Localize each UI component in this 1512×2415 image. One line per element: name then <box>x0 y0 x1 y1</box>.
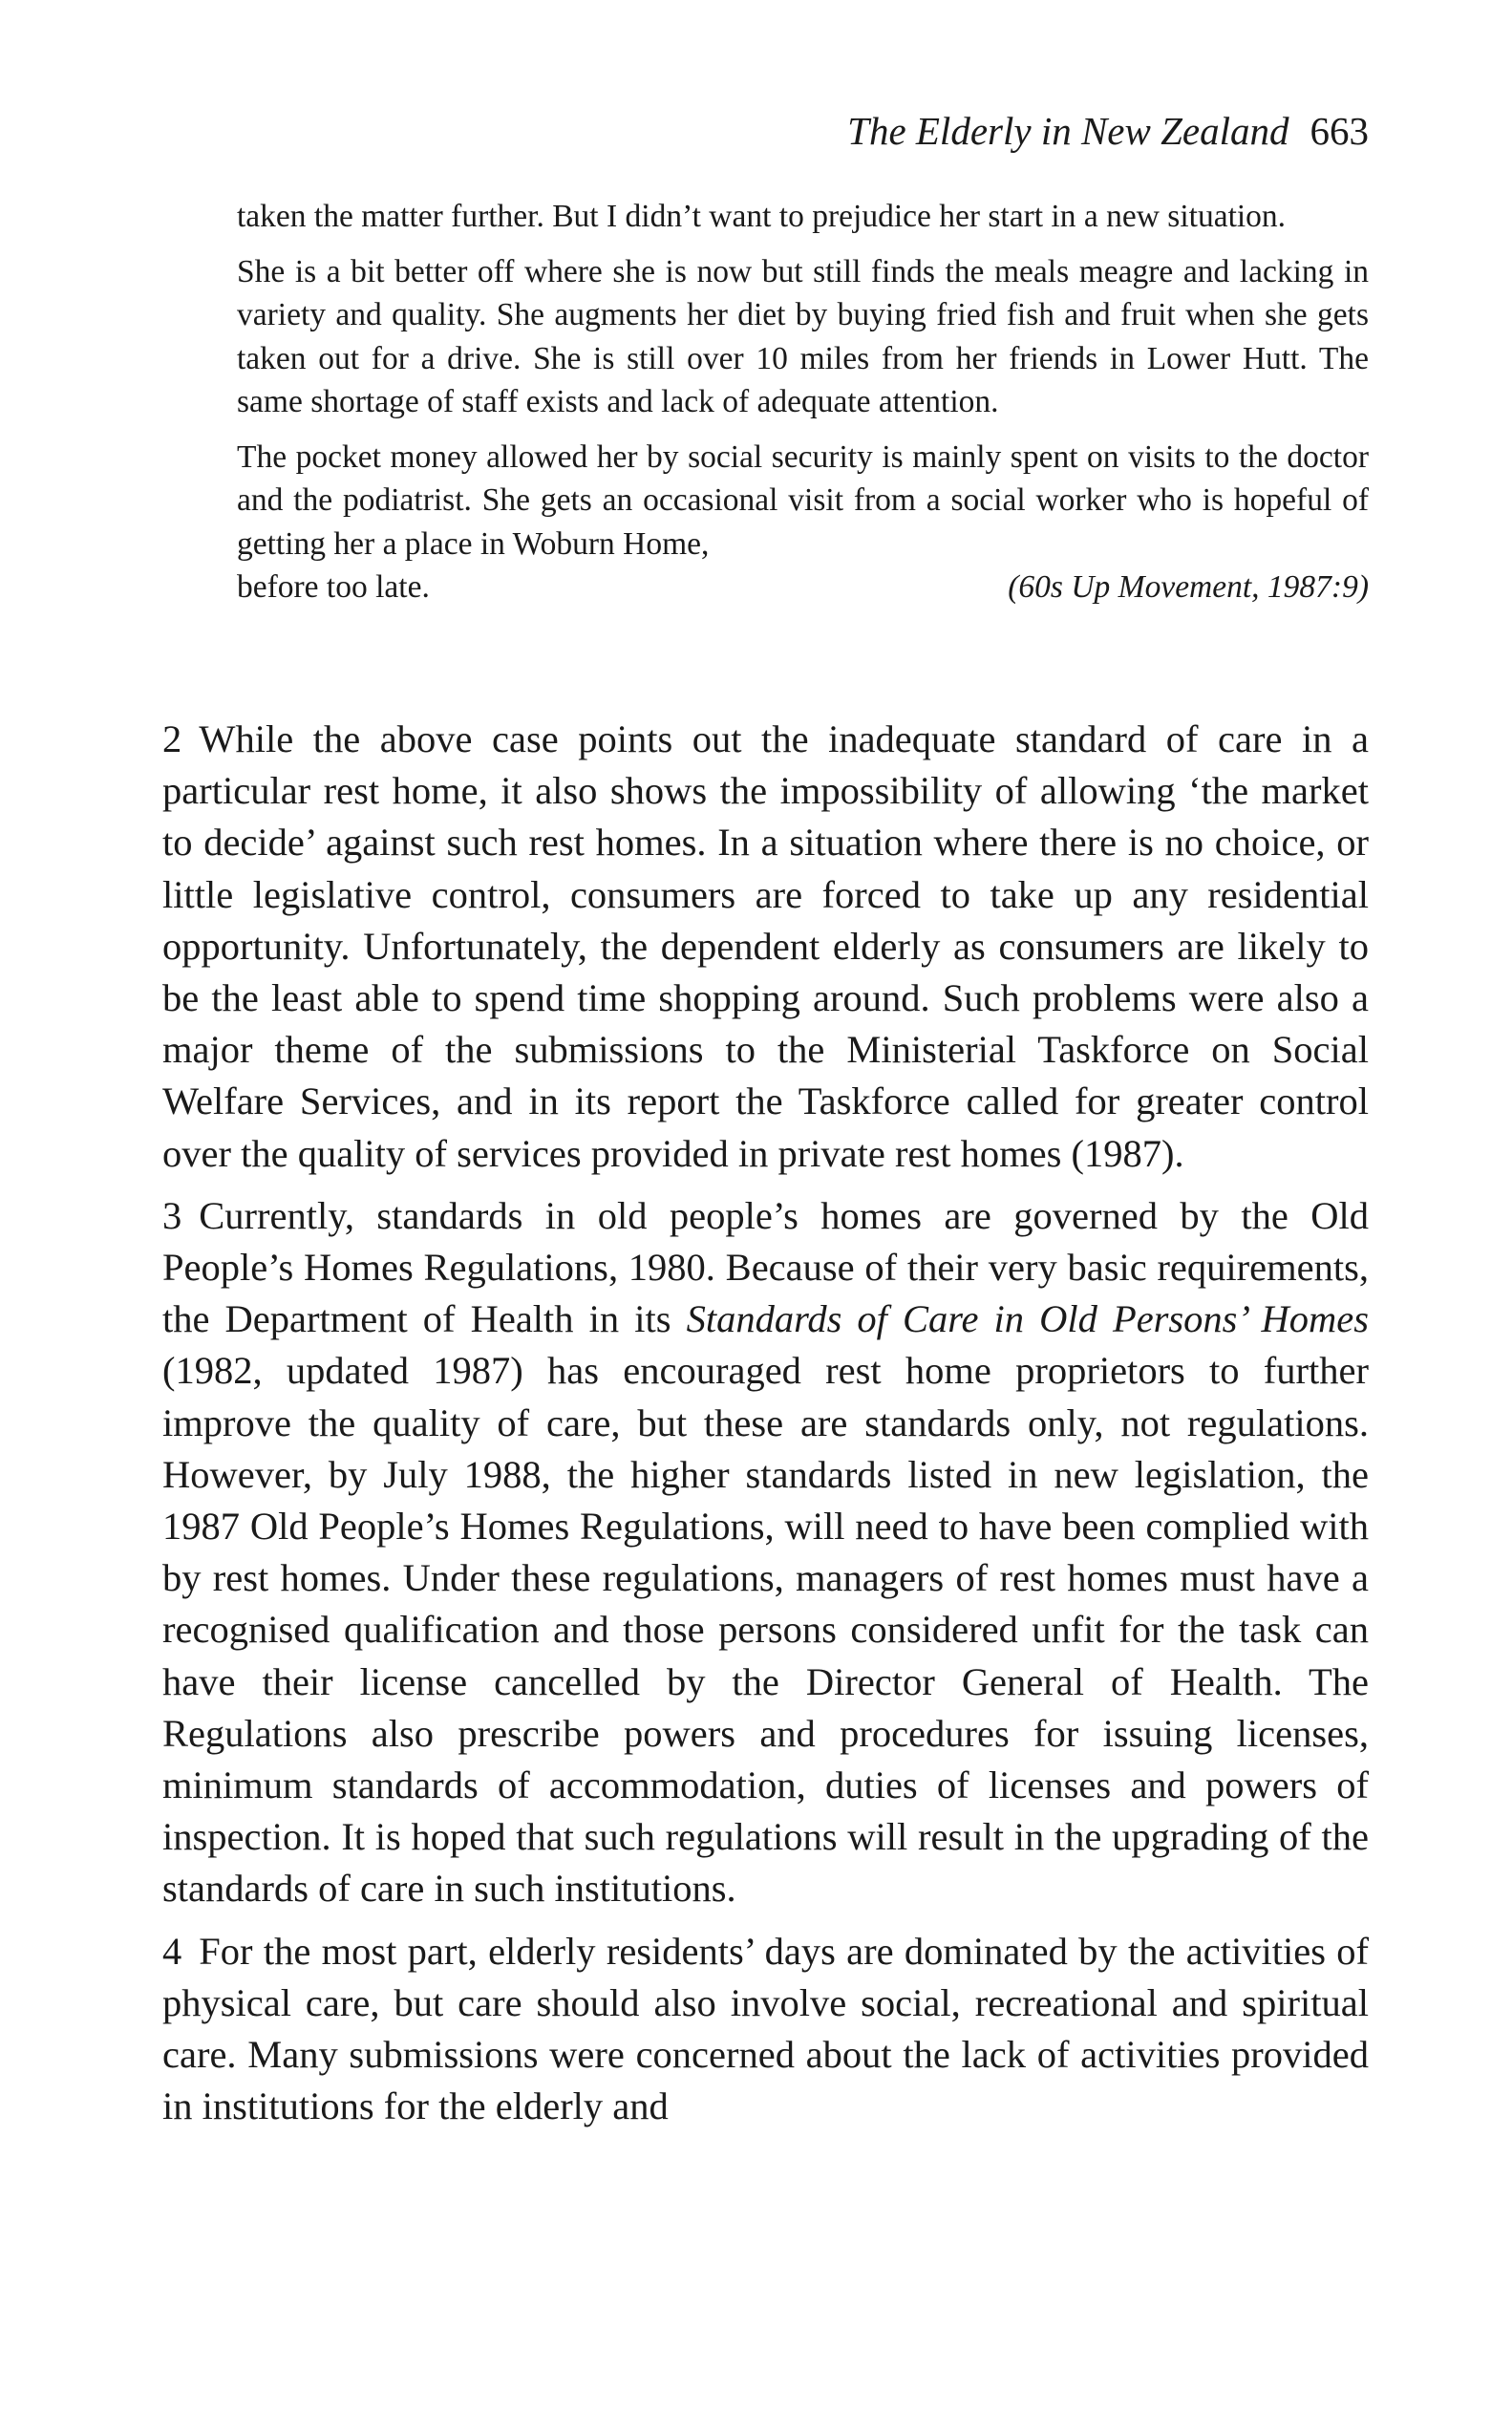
numbered-paragraph-3 <box>162 1190 1369 1915</box>
running-header <box>162 107 1369 155</box>
quote-text-end: before too late. <box>237 569 430 605</box>
running-title: The Elderly in New Zealand <box>847 109 1289 153</box>
page-number: 663 <box>1310 109 1369 153</box>
numbered-paragraph-2 <box>162 714 1369 1180</box>
quote-text: The pocket money allowed her by social security is mainly spent on visits to the doctor and the podiatrist. She gets an occasional visit from a social worker who is hopeful of getting her a place in Woburn Home, <box>237 438 1369 562</box>
cited-title: Standards of Care in Old Persons’ Homes <box>686 1297 1370 1341</box>
numbered-paragraph-4 <box>162 1926 1369 2133</box>
quote-final-line <box>237 566 1369 609</box>
paragraph-text: (1982, updated 1987) has encouraged rest home proprietors to further improve the quality of care, but these are standards only, not regulations. However, by July 1988, the higher standards listed in new legislation, the 1987 Old People’s Homes Regulations, will need to have been complied with by rest homes. Under these regulations, managers of rest homes must have a recognised qualification and those persons considered unfit for the task can have their license cancelled by the Director General of Health. The Regulations also prescribe powers and procedures for issuing licenses, minimum standards of accommodation, duties of licenses and powers of inspection. It is hoped that such regulations will result in the upgrading of the standards of care in such institutions. <box>162 1349 1369 1911</box>
paragraph-text: While the above case points out the inadequate standard of care in a particular rest home, it also shows the impossibility of allowing ‘the market to decide’ against such rest homes. In a situation where there is no choice, or little legislative control, consumers are forced to take up any residential opportunity. Unfortunately, the dependent elderly as consumers are likely to be the least able to spend time shopping around. Such problems were also a major theme of the submissions to the Ministerial Taskforce on Social Welfare Services, and in its report the Taskforce called for greater control over the quality of services provided in private rest homes (1987). <box>162 717 1369 1175</box>
block-quote <box>237 195 1369 621</box>
quote-citation: (60s Up Movement, 1987:9) <box>1008 569 1369 605</box>
quote-paragraph: She is a bit better off where she is now but still finds the meals meagre and lacking in variety and quality. She augments her diet by buying fried fish and fruit when she gets taken out for a drive. She is still over 10 miles from her friends in Lower Hutt. The same shortage of staff exists and lack of adequate attention. <box>237 253 1369 419</box>
paragraph-number: 4 <box>162 1929 182 1973</box>
paragraph-number: 3 <box>162 1193 182 1237</box>
quote-paragraph: taken the matter further. But I didn’t want to prejudice her start in a new situation. <box>237 199 1287 234</box>
paragraph-text: Currently, standards in old people’s homes are governed by the Old People’s Homes Regulations, 1980. Because of their very basic requirements, the Department of Health in its <box>162 1193 1369 1341</box>
quote-paragraph <box>237 436 1369 609</box>
paragraph-number: 2 <box>162 717 182 760</box>
paragraph-text: For the most part, elderly residents’ days are dominated by the activities of physical care, but care should also involve social, recreational and spiritual care. Many submissions were concerned about the lack of activities provided in institutions for the elderly and <box>162 1929 1369 2128</box>
body-text <box>162 714 1369 2143</box>
